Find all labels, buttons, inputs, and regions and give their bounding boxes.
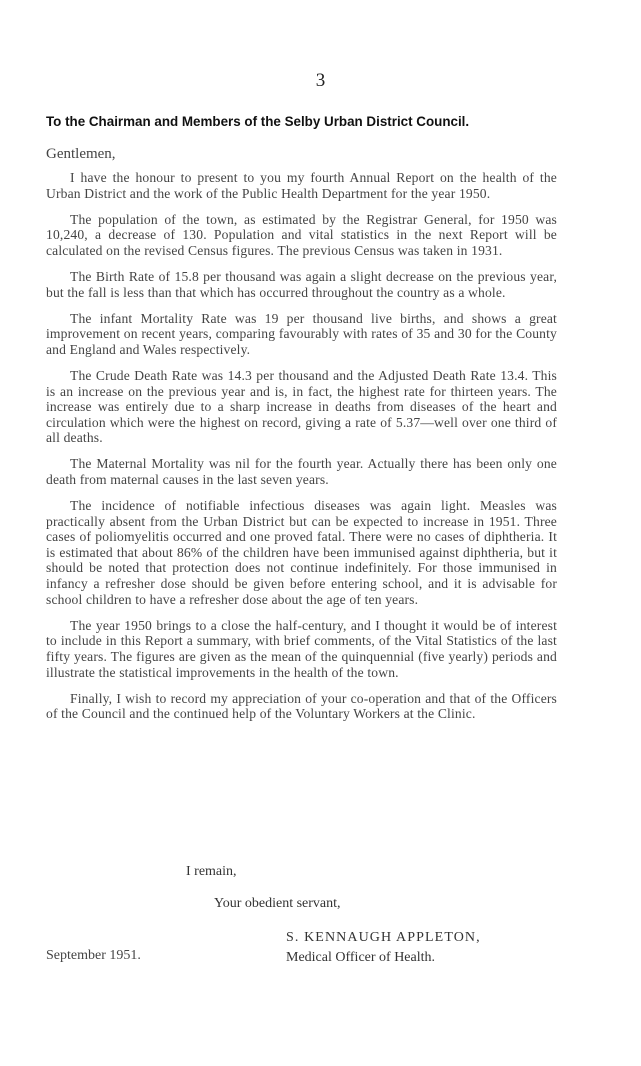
letter-date: September 1951. bbox=[46, 948, 141, 963]
paragraph-infectious-diseases: The incidence of notifiable infectious diseases was again light. Measles was practically absent from the Urban District but can be expected to increase in 1951. Three cases of poliomyelitis occurred and one proved fatal. There were no cases of diphtheria. It is estimated that about 86% of the children have been immunised against diphtheria, but it should be noted that protection does not continue indefinitely. For those immunised in infancy a refresher dose should be given before entering school, and it is advisable for school children to have a refresher dose about the age of ten years. bbox=[46, 498, 557, 607]
paragraph-maternal-mortality: The Maternal Mortality was nil for the fourth year. Actually there has been only one death from maternal causes in the last seven years. bbox=[46, 456, 557, 487]
page-number: 3 bbox=[315, 70, 326, 91]
paragraph-infant-mortality: The infant Mortality Rate was 19 per thousand live births, and shows a great improvement on recent years, comparing favourably with rates of 35 and 30 for the County and England and Wales respectively. bbox=[46, 310, 557, 357]
paragraph-population: The population of the town, as estimated by the Registrar General, for 1950 was 10,240, a decrease of 130. Population and vital statistics in the next Report will be calculated on the revised Census figures. The previous Census was taken in 1931. bbox=[46, 211, 557, 258]
closing-servant: Your obedient servant, bbox=[214, 896, 341, 911]
paragraph-half-century-summary: The year 1950 brings to a close the half-century, and I thought it would be of interest to include in this Report a summary, with brief comments, of the Vital Statistics of the last fifty years. The figures are given as the mean of the quinquennial (five yearly) periods and illustrate the statistical improvements in the health of the town. bbox=[46, 617, 557, 680]
paragraph-introduction: I have the honour to present to you my fourth Annual Report on the health of the Urban District and the work of the Public Health Department for the year 1950. bbox=[46, 170, 557, 201]
signature-block bbox=[286, 928, 556, 968]
addressee-heading: To the Chairman and Members of the Selby Urban District Council. bbox=[46, 114, 470, 129]
signatory-name: S. KENNAUGH APPLETON, bbox=[286, 930, 481, 945]
signatory-title: Medical Officer of Health. bbox=[286, 950, 436, 965]
salutation: Gentlemen, bbox=[46, 146, 116, 162]
letter-body bbox=[46, 170, 557, 732]
paragraph-death-rate: The Crude Death Rate was 14.3 per thousand and the Adjusted Death Rate 13.4. This is an increase on the previous year and is, in fact, the highest rate for thirteen years. The increase was entirely due to a sharp increase in deaths from diseases of the heart and circulation which were the highest on record, giving a rate of 5.37—well over one third of all deaths. bbox=[46, 367, 557, 446]
closing-remain: I remain, bbox=[186, 864, 237, 879]
paragraph-birth-rate: The Birth Rate of 15.8 per thousand was again a slight decrease on the previous year, but the fall is less than that which has occurred throughout the country as a whole. bbox=[46, 268, 557, 300]
paragraph-appreciation: Finally, I wish to record my appreciation of your co-operation and that of the Officers of the Council and the continued help of the Voluntary Workers at the Clinic. bbox=[46, 690, 557, 722]
